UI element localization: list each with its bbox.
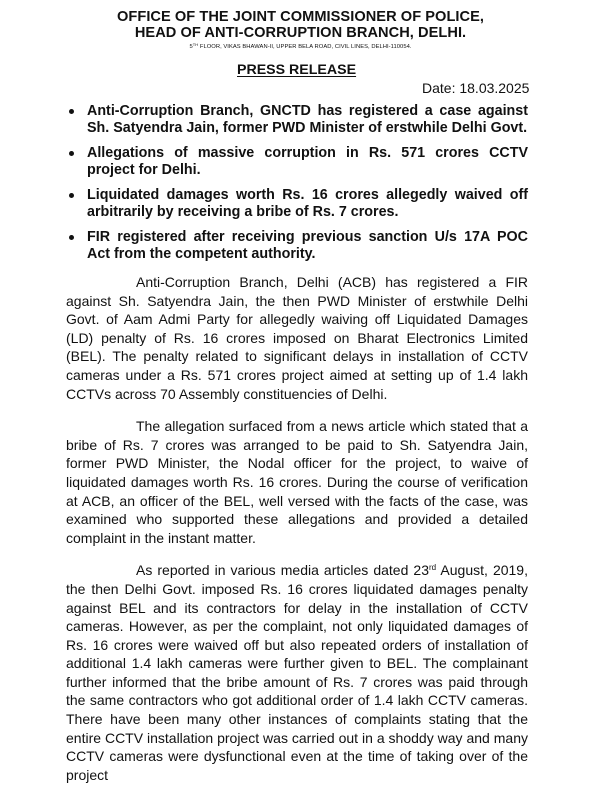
highlight-text: Allegations of massive corruption in Rs. 571 crores CCTV project for Delhi. [87, 145, 528, 178]
body-text [66, 273, 528, 798]
highlight-item [66, 103, 528, 137]
ordinal-suffix: rd [429, 563, 437, 573]
bullet-icon [69, 235, 74, 240]
address-floor-suffix: TH [192, 42, 199, 47]
highlight-text: Anti-Corruption Branch, GNCTD has registered a case against Sh. Satyendra Jain, former PWD Minister of erstwhile Delhi Govt. [87, 103, 528, 136]
office-title-line-1: OFFICE OF THE JOINT COMMISSIONER OF POLICE, [116, 9, 484, 25]
address-floor-number: 5 [189, 44, 193, 50]
highlights-list [66, 103, 528, 271]
paragraph-media-reports [66, 561, 528, 784]
address-text: FLOOR, VIKAS BHAWAN-II, UPPER BELA ROAD, CIVIL LINES, DELHI-110054. [198, 44, 412, 50]
bullet-icon [69, 151, 74, 156]
office-title-line-2: HEAD OF ANTI-CORRUPTION BRANCH, DELHI. [134, 25, 467, 41]
highlight-text: Liquidated damages worth Rs. 16 crores allegedly waived off arbitrarily by receiving a bribe of Rs. 7 crores. [87, 187, 528, 220]
paragraph-text: August, 2019, the then Delhi Govt. imposed Rs. 16 crores liquidated damages penalty against BEL and its contractors for delay in the installation of CCTV cameras. However, as per the complaint, not only liquidated damages of Rs. 16 crores were waived off but also repeated orders of installation of additional 1.4 lakh cameras were further given to BEL. The complainant further informed that the bribe amount of Rs. 7 crores was paid through the same contractors who got additional order of 1.4 lakh CCTV cameras. There have been many other instances of complaints stating that the entire CCTV installation project was carried out in a shoddy way and many CCTV cameras were dysfunctional even at the time of taking over of the project [66, 562, 528, 783]
document-title: PRESS RELEASE [237, 62, 357, 78]
bullet-icon [69, 109, 74, 114]
bullet-icon [69, 193, 74, 198]
paragraph-fir-registration: Anti-Corruption Branch, Delhi (ACB) has registered a FIR against Sh. Satyendra Jain, the then PWD Minister of erstwhile Delhi Govt. of Aam Admi Party for allegedly waiving off Liquidated Damages (LD) penalty of Rs. 16 crores imposed on Bharat Electronics Limited (BEL). The penalty related to significant delays in installation of CCTV cameras under a Rs. 571 crores project aimed at setting up of 1.4 lakh CCTVs across 70 Assembly constituencies of Delhi. [66, 274, 528, 402]
paragraph-allegation-source: The allegation surfaced from a news article which stated that a bribe of Rs. 7 crores was arranged to be paid to Sh. Satyendra Jain, former PWD Minister, the Nodal officer for the project, to waive of liquidated damages worth Rs. 16 crores. During the course of verification at ACB, an officer of the BEL, well versed with the facts of the case, was examined who supported these allegations and provided a detailed complaint in the instant matter. [66, 418, 528, 546]
paragraph-text: As reported in various media articles dated 23 [136, 562, 429, 579]
highlight-item [66, 145, 528, 179]
highlight-item [66, 229, 528, 263]
release-date: Date: 18.03.2025 [422, 80, 530, 96]
highlight-text: FIR registered after receiving previous sanction U/s 17A POC Act from the competent authority. [87, 229, 528, 262]
office-address [0, 42, 601, 50]
highlight-item [66, 187, 528, 221]
